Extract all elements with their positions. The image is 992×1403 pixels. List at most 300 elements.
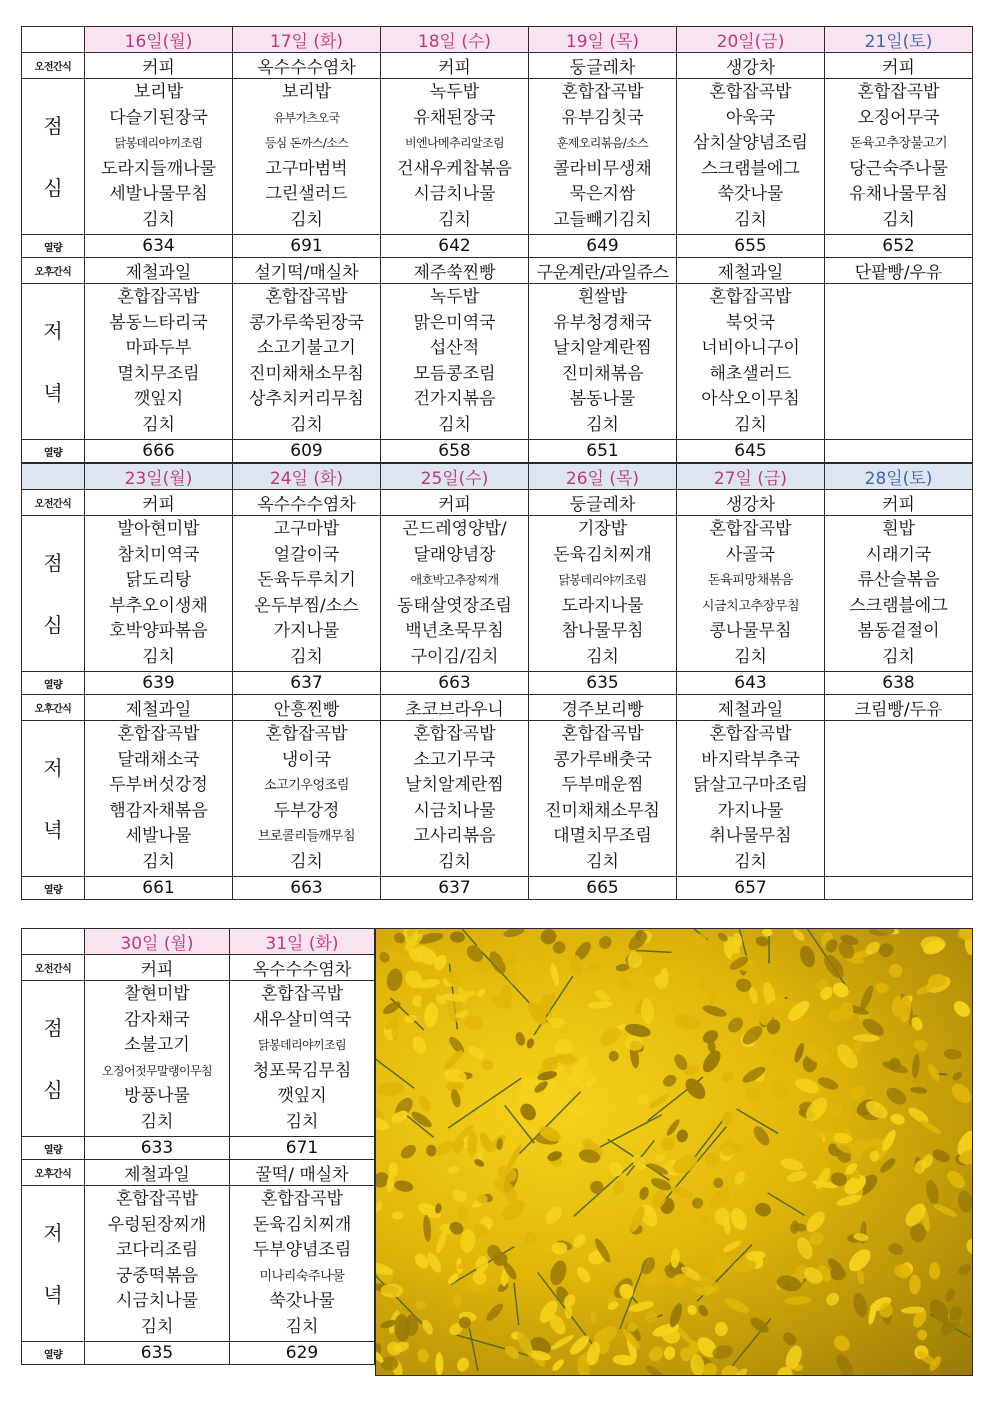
lunch-kcal: 655 bbox=[677, 235, 825, 258]
dinner-kcal bbox=[825, 440, 973, 463]
petal-shape bbox=[574, 1264, 592, 1284]
menu-item: 참나물무침 bbox=[561, 621, 644, 641]
menu-item: 참치미역국 bbox=[117, 544, 200, 565]
petal-shape bbox=[831, 1332, 853, 1354]
menu-item: 닭도리탕 bbox=[125, 570, 192, 590]
petal-shape bbox=[681, 949, 691, 977]
menu-item: 미나리숙주나물 bbox=[259, 1268, 345, 1284]
menu-item: 혼합잡곡밥 bbox=[260, 984, 344, 1004]
morning-snack: 옥수수수염차 bbox=[230, 955, 375, 981]
lunch-kcal: 671 bbox=[230, 1137, 375, 1160]
morning-snack: 커피 bbox=[381, 490, 529, 516]
petal-shape bbox=[553, 1037, 574, 1056]
menu-item: 맑은미역국 bbox=[413, 312, 496, 333]
dinner-menu-empty bbox=[825, 721, 973, 877]
lunch-menu bbox=[381, 516, 529, 672]
menu-item: 녹두밥 bbox=[429, 287, 480, 307]
petal-shape bbox=[443, 1067, 468, 1083]
dinner-kcal: 651 bbox=[529, 440, 677, 463]
menu-item: 유부김칫국 bbox=[561, 107, 644, 128]
menu-item: 부추오이생채 bbox=[109, 595, 208, 616]
menu-item: 두부버섯강정 bbox=[109, 775, 208, 795]
morning-snack: 커피 bbox=[85, 53, 233, 79]
petal-shape bbox=[416, 1094, 433, 1113]
petal-shape bbox=[442, 1048, 465, 1072]
menu-item: 고구마밥 bbox=[273, 519, 340, 539]
dinner-kcal: 637 bbox=[381, 877, 529, 900]
week-table-2 bbox=[21, 463, 973, 900]
petal-shape bbox=[762, 929, 773, 937]
menu-item: 묵은지쌈 bbox=[569, 184, 636, 204]
afternoon-snack-label: 오후간식 bbox=[22, 1160, 85, 1186]
menu-item: 청포묵김무침 bbox=[252, 1060, 352, 1081]
menu-item: 김치 bbox=[586, 851, 619, 872]
menu-item: 진미채채소무침 bbox=[249, 363, 364, 384]
petal-shape bbox=[919, 1118, 943, 1136]
menu-item: 햄감자채볶음 bbox=[109, 800, 208, 821]
menu-item: 두부강정 bbox=[273, 800, 340, 821]
menu-item: 콜라비무생채 bbox=[553, 158, 652, 179]
menu-item: 콩나물무침 bbox=[709, 621, 792, 641]
dinner-label: 저 녁 bbox=[22, 721, 85, 877]
afternoon-snack: 초코브라우니 bbox=[381, 695, 529, 721]
petal-shape bbox=[435, 1352, 443, 1375]
menu-item: 김치 bbox=[734, 209, 767, 230]
petal-shape bbox=[521, 947, 547, 962]
petal-shape bbox=[449, 1088, 462, 1108]
petal-shape bbox=[606, 1159, 625, 1179]
menu-item: 스크램블에그 bbox=[849, 595, 948, 616]
petal-shape bbox=[699, 1214, 710, 1227]
petal-shape bbox=[637, 1093, 649, 1105]
menu-item: 고사리볶음 bbox=[413, 826, 496, 846]
branch-stroke bbox=[636, 950, 671, 952]
petal-shape bbox=[376, 1200, 384, 1214]
menu-item: 김치 bbox=[142, 209, 175, 230]
menu-item: 방풍나물 bbox=[124, 1086, 190, 1106]
petal-shape bbox=[450, 931, 466, 943]
petal-shape bbox=[514, 1086, 533, 1105]
petal-shape bbox=[669, 1184, 695, 1201]
menu-item: 혼합잡곡밥 bbox=[265, 287, 348, 307]
lunch-menu bbox=[85, 79, 233, 235]
branch-stroke bbox=[768, 1193, 805, 1215]
petal-shape bbox=[522, 1230, 538, 1247]
dinner-kcal: 645 bbox=[677, 440, 825, 463]
petal-shape bbox=[707, 1251, 734, 1280]
menu-item: 새우살미역국 bbox=[252, 1009, 352, 1030]
menu-item: 멸치무조림 bbox=[117, 363, 200, 384]
menu-item: 대멸치무조림 bbox=[553, 826, 652, 846]
dinner-kcal: 658 bbox=[381, 440, 529, 463]
petal-shape bbox=[791, 929, 806, 943]
dinner-menu bbox=[85, 721, 233, 877]
menu-item: 김치 bbox=[734, 851, 767, 872]
petal-shape bbox=[917, 1329, 928, 1340]
petal-shape bbox=[874, 982, 889, 994]
petal-shape bbox=[932, 1202, 958, 1219]
menu-item: 김치 bbox=[142, 851, 175, 872]
menu-item: 오징어무국 bbox=[857, 107, 940, 128]
petal-shape bbox=[572, 1104, 586, 1116]
petal-shape bbox=[694, 933, 707, 947]
menu-item: 비엔나메추리알조림 bbox=[405, 136, 504, 150]
petal-shape bbox=[422, 1215, 431, 1242]
petal-shape bbox=[455, 1356, 471, 1373]
petal-shape bbox=[926, 1062, 942, 1083]
petal-shape bbox=[682, 1075, 710, 1103]
menu-item: 봄동겉절이 bbox=[857, 621, 940, 641]
lunch-label: 점 심 bbox=[22, 516, 85, 672]
corner-cell bbox=[22, 27, 85, 53]
lunch-kcal: 652 bbox=[825, 235, 973, 258]
menu-item: 봄동느타리국 bbox=[109, 312, 208, 333]
dinner-menu bbox=[677, 284, 825, 440]
menu-item: 김치 bbox=[290, 209, 323, 230]
menu-item: 김치 bbox=[285, 1111, 319, 1132]
petal-shape bbox=[398, 1142, 418, 1161]
afternoon-snack: 구운계란/과일쥬스 bbox=[529, 258, 677, 284]
morning-snack: 옥수수수염차 bbox=[233, 53, 381, 79]
menu-item: 김치 bbox=[140, 1111, 174, 1132]
petal-shape bbox=[414, 1298, 427, 1311]
dinner-kcal: 657 bbox=[677, 877, 825, 900]
menu-item: 세발나물무침 bbox=[109, 184, 208, 204]
petal-shape bbox=[786, 1169, 809, 1184]
afternoon-snack: 제철과일 bbox=[85, 695, 233, 721]
lunch-menu bbox=[529, 516, 677, 672]
menu-item: 스크램블에그 bbox=[701, 158, 800, 179]
petal-shape bbox=[658, 1134, 677, 1152]
menu-item: 달래양념장 bbox=[413, 544, 496, 565]
petal-shape bbox=[547, 1017, 565, 1029]
petal-shape bbox=[883, 1084, 909, 1108]
lunch-kcal: 635 bbox=[529, 672, 677, 695]
petal-shape bbox=[913, 1038, 929, 1053]
lunch-menu bbox=[529, 79, 677, 235]
day-header: 31일 (화) bbox=[230, 929, 375, 955]
petal-shape bbox=[779, 1156, 804, 1172]
morning-snack: 둥글레차 bbox=[529, 490, 677, 516]
petal-shape bbox=[452, 1293, 462, 1307]
dinner-menu bbox=[529, 721, 677, 877]
menu-item: 깻잎지 bbox=[277, 1086, 327, 1106]
menu-item: 찰현미밥 bbox=[124, 984, 190, 1004]
menu-item: 돈육김치찌개 bbox=[553, 544, 652, 565]
menu-item: 혼합잡곡밥 bbox=[709, 287, 792, 307]
menu-item: 유채된장국 bbox=[413, 107, 496, 128]
menu-item: 유부가츠오국 bbox=[273, 110, 340, 125]
petal-shape bbox=[474, 1255, 490, 1274]
menu-item: 김치 bbox=[882, 209, 915, 230]
dinner-label: 저 녁 bbox=[22, 1186, 85, 1342]
menu-item: 김치 bbox=[438, 851, 471, 872]
kcal-label: 열량 bbox=[22, 440, 85, 463]
menu-item: 감자채국 bbox=[124, 1009, 190, 1030]
lunch-kcal: 663 bbox=[381, 672, 529, 695]
afternoon-snack: 설기떡/매실차 bbox=[233, 258, 381, 284]
petal-shape bbox=[889, 1112, 906, 1126]
petal-shape bbox=[948, 1080, 973, 1107]
afternoon-snack: 제철과일 bbox=[677, 258, 825, 284]
morning-snack-label: 오전간식 bbox=[22, 955, 85, 981]
petal-shape bbox=[704, 1152, 721, 1168]
morning-snack: 커피 bbox=[85, 490, 233, 516]
petal-shape bbox=[910, 1223, 926, 1242]
menu-item: 해초샐러드 bbox=[709, 363, 792, 384]
petal-shape bbox=[615, 963, 630, 972]
dinner-kcal bbox=[825, 877, 973, 900]
petal-shape bbox=[385, 967, 404, 992]
petal-shape bbox=[503, 929, 526, 939]
petal-shape bbox=[425, 1144, 437, 1157]
menu-item: 유채나물무침 bbox=[849, 184, 948, 204]
dinner-kcal: 609 bbox=[233, 440, 381, 463]
petal-shape bbox=[833, 1352, 857, 1376]
menu-item: 봄동나물 bbox=[569, 389, 636, 409]
petal-shape bbox=[715, 1322, 728, 1337]
petal-shape bbox=[450, 1187, 469, 1204]
petal-shape bbox=[911, 1054, 921, 1079]
menu-item: 도라지나물 bbox=[561, 595, 644, 616]
petal-shape bbox=[742, 1084, 763, 1105]
petal-shape bbox=[593, 988, 612, 1003]
morning-snack: 생강차 bbox=[677, 53, 825, 79]
day-header: 27일 (금) bbox=[677, 464, 825, 490]
menu-item: 오징어젓무말랭이무침 bbox=[102, 1063, 212, 1078]
dinner-menu-empty bbox=[825, 284, 973, 440]
petal-shape bbox=[956, 1189, 973, 1214]
morning-snack-label: 오전간식 bbox=[22, 53, 85, 79]
menu-item: 건새우케찹볶음 bbox=[397, 158, 512, 179]
menu-item: 궁중떡볶음 bbox=[115, 1265, 199, 1286]
menu-item: 시금치나물 bbox=[413, 800, 496, 821]
menu-item: 혼합잡곡밥 bbox=[709, 519, 792, 539]
petal-shape bbox=[887, 1241, 905, 1257]
corner-cell bbox=[22, 929, 85, 955]
menu-item: 김치 bbox=[142, 414, 175, 435]
menu-item: 흰밥 bbox=[882, 519, 915, 539]
menu-item: 두부양념조림 bbox=[252, 1240, 352, 1260]
petal-shape bbox=[571, 1232, 588, 1250]
branch-stroke bbox=[469, 1328, 478, 1371]
menu-item: 돈육피망채볶음 bbox=[707, 573, 794, 588]
menu-item: 소불고기 bbox=[124, 1035, 190, 1055]
dinner-menu bbox=[233, 721, 381, 877]
lunch-menu bbox=[381, 79, 529, 235]
menu-item: 등심 돈까스/소스 bbox=[264, 136, 349, 150]
petal-shape bbox=[701, 1028, 721, 1046]
day-header: 20일(금) bbox=[677, 27, 825, 53]
petal-shape bbox=[719, 1069, 736, 1085]
menu-item: 혼합잡곡밥 bbox=[260, 1189, 344, 1209]
menu-item: 김치 bbox=[290, 646, 323, 667]
lunch-menu bbox=[85, 516, 233, 672]
menu-item: 보리밥 bbox=[133, 82, 184, 102]
menu-item: 코다리조림 bbox=[115, 1240, 199, 1260]
menu-item: 백년초묵무침 bbox=[405, 621, 504, 641]
petal-shape bbox=[585, 961, 604, 972]
menu-item: 혼합잡곡밥 bbox=[117, 724, 200, 744]
menu-item: 깻잎지 bbox=[133, 389, 184, 409]
menu-item: 기장밥 bbox=[577, 519, 628, 539]
day-header: 18일 (수) bbox=[381, 27, 529, 53]
day-header: 24일 (화) bbox=[233, 464, 381, 490]
petal-shape bbox=[447, 1165, 460, 1174]
petal-shape bbox=[675, 1128, 689, 1143]
petal-shape bbox=[547, 1258, 569, 1287]
menu-item: 혼합잡곡밥 bbox=[265, 724, 348, 744]
menu-item: 삼치살양념조림 bbox=[693, 133, 808, 153]
menu-item: 구이김/김치 bbox=[410, 646, 499, 667]
menu-item: 쑥갓나물 bbox=[269, 1291, 335, 1311]
morning-snack: 커피 bbox=[825, 490, 973, 516]
lunch-label: 점 심 bbox=[22, 79, 85, 235]
menu-item: 상추치커리무침 bbox=[249, 389, 364, 409]
petal-shape bbox=[803, 1208, 829, 1235]
menu-item: 보리밥 bbox=[281, 82, 332, 102]
petal-shape bbox=[824, 1290, 842, 1308]
day-header: 16일(월) bbox=[85, 27, 233, 53]
menu-item: 쑥갓나물 bbox=[717, 184, 784, 204]
petal-shape bbox=[653, 1153, 666, 1164]
petal-shape bbox=[755, 935, 770, 947]
menu-item: 혼합잡곡밥 bbox=[857, 82, 940, 102]
lunch-kcal: 642 bbox=[381, 235, 529, 258]
petal-shape bbox=[877, 942, 895, 959]
day-header: 25일(수) bbox=[381, 464, 529, 490]
menu-item: 류산슬볶음 bbox=[857, 570, 940, 590]
menu-item: 다슬기된장국 bbox=[109, 107, 208, 128]
lunch-label: 점 심 bbox=[22, 981, 85, 1137]
lunch-kcal: 638 bbox=[825, 672, 973, 695]
petal-shape bbox=[886, 961, 905, 980]
corner-cell bbox=[22, 464, 85, 490]
petal-shape bbox=[784, 1296, 812, 1306]
afternoon-snack: 제주쑥찐빵 bbox=[381, 258, 529, 284]
petal-shape bbox=[481, 1059, 494, 1071]
menu-item: 소고기무국 bbox=[413, 749, 496, 770]
menu-item: 김치 bbox=[586, 414, 619, 435]
petal-shape bbox=[728, 1206, 750, 1233]
morning-snack: 커피 bbox=[85, 955, 230, 981]
menu-item: 애호박고추장찌개 bbox=[410, 573, 499, 587]
petal-shape bbox=[475, 987, 487, 999]
dinner-menu bbox=[85, 1186, 230, 1342]
petal-shape bbox=[514, 1031, 526, 1047]
menu-item: 건가지볶음 bbox=[413, 389, 496, 409]
lunch-menu bbox=[230, 981, 375, 1137]
day-header-saturday: 28일(토) bbox=[825, 464, 973, 490]
petal-shape bbox=[549, 963, 561, 987]
menu-item: 닭봉데리야끼조림 bbox=[558, 573, 647, 587]
menu-item: 혼합잡곡밥 bbox=[413, 724, 496, 744]
afternoon-snack: 크림빵/두유 bbox=[825, 695, 973, 721]
menu-item: 김치 bbox=[734, 646, 767, 667]
petal-shape bbox=[608, 1050, 619, 1061]
dinner-menu bbox=[381, 721, 529, 877]
petal-shape bbox=[868, 929, 894, 936]
afternoon-snack: 경주보리빵 bbox=[529, 695, 677, 721]
day-header: 19일 (목) bbox=[529, 27, 677, 53]
petal-shape bbox=[410, 1034, 428, 1056]
petal-shape bbox=[663, 1346, 676, 1361]
menu-item: 혼합잡곡밥 bbox=[709, 724, 792, 744]
petal-shape bbox=[910, 1086, 927, 1094]
menu-item: 두부매운찜 bbox=[561, 775, 644, 795]
afternoon-snack: 단팥빵/우유 bbox=[825, 258, 973, 284]
petal-shape bbox=[381, 999, 402, 1017]
menu-item: 날치알계란찜 bbox=[553, 338, 652, 358]
petal-shape bbox=[686, 1303, 699, 1316]
dinner-menu bbox=[529, 284, 677, 440]
kcal-label: 열량 bbox=[22, 672, 85, 695]
petal-shape bbox=[790, 1220, 800, 1234]
week-table-1 bbox=[21, 26, 973, 463]
petal-shape bbox=[672, 1012, 702, 1031]
menu-item: 유부청경채국 bbox=[553, 312, 652, 333]
dinner-menu bbox=[233, 284, 381, 440]
afternoon-snack-label: 오후간식 bbox=[22, 695, 85, 721]
menu-item: 김치 bbox=[438, 414, 471, 435]
menu-item: 아욱국 bbox=[725, 107, 776, 128]
petal-shape bbox=[691, 1197, 704, 1209]
petal-shape bbox=[712, 1176, 725, 1189]
petal-shape bbox=[464, 1015, 483, 1030]
petal-shape bbox=[484, 1301, 506, 1323]
dinner-kcal: 635 bbox=[85, 1342, 230, 1365]
petal-shape bbox=[944, 1167, 969, 1191]
petal-shape bbox=[781, 1330, 799, 1348]
petal-shape bbox=[722, 1295, 751, 1316]
petal-shape bbox=[768, 1041, 796, 1062]
afternoon-snack-label: 오후간식 bbox=[22, 258, 85, 284]
lunch-menu bbox=[677, 516, 825, 672]
petal-shape bbox=[525, 1037, 535, 1049]
petal-shape bbox=[951, 1070, 964, 1082]
menu-item: 혼합잡곡밥 bbox=[561, 724, 644, 744]
branch-stroke bbox=[574, 1156, 641, 1217]
day-header: 26일 (목) bbox=[529, 464, 677, 490]
morning-snack-label: 오전간식 bbox=[22, 490, 85, 516]
menu-item: 가지나물 bbox=[717, 800, 784, 821]
menu-item: 시금치나물 bbox=[115, 1291, 199, 1311]
dinner-menu bbox=[230, 1186, 375, 1342]
petal-shape bbox=[770, 1079, 790, 1103]
petal-shape bbox=[848, 1083, 868, 1101]
menu-item: 진미채볶음 bbox=[561, 363, 644, 384]
petal-shape bbox=[909, 1275, 920, 1295]
petal-shape bbox=[720, 1110, 736, 1127]
menu-item: 돈육두루치기 bbox=[257, 570, 356, 590]
petal-shape bbox=[931, 1147, 952, 1165]
petal-shape bbox=[587, 1000, 613, 1009]
menu-item: 김치 bbox=[285, 1316, 319, 1337]
petal-shape bbox=[856, 1269, 866, 1285]
petal-shape bbox=[964, 1236, 973, 1257]
afternoon-snack: 꿀떡/ 매실차 bbox=[230, 1160, 375, 1186]
petal-shape bbox=[393, 1179, 414, 1193]
menu-item: 김치 bbox=[438, 209, 471, 230]
menu-item: 가지나물 bbox=[273, 621, 340, 641]
morning-snack: 커피 bbox=[825, 53, 973, 79]
menu-item: 닭봉데리야끼조림 bbox=[114, 136, 203, 150]
menu-item: 돈육고추장불고기 bbox=[849, 136, 948, 151]
dinner-menu bbox=[677, 721, 825, 877]
menu-item: 시래기국 bbox=[865, 544, 932, 565]
menu-item: 냉이국 bbox=[281, 749, 332, 770]
menu-item: 당근숙주나물 bbox=[849, 158, 948, 179]
